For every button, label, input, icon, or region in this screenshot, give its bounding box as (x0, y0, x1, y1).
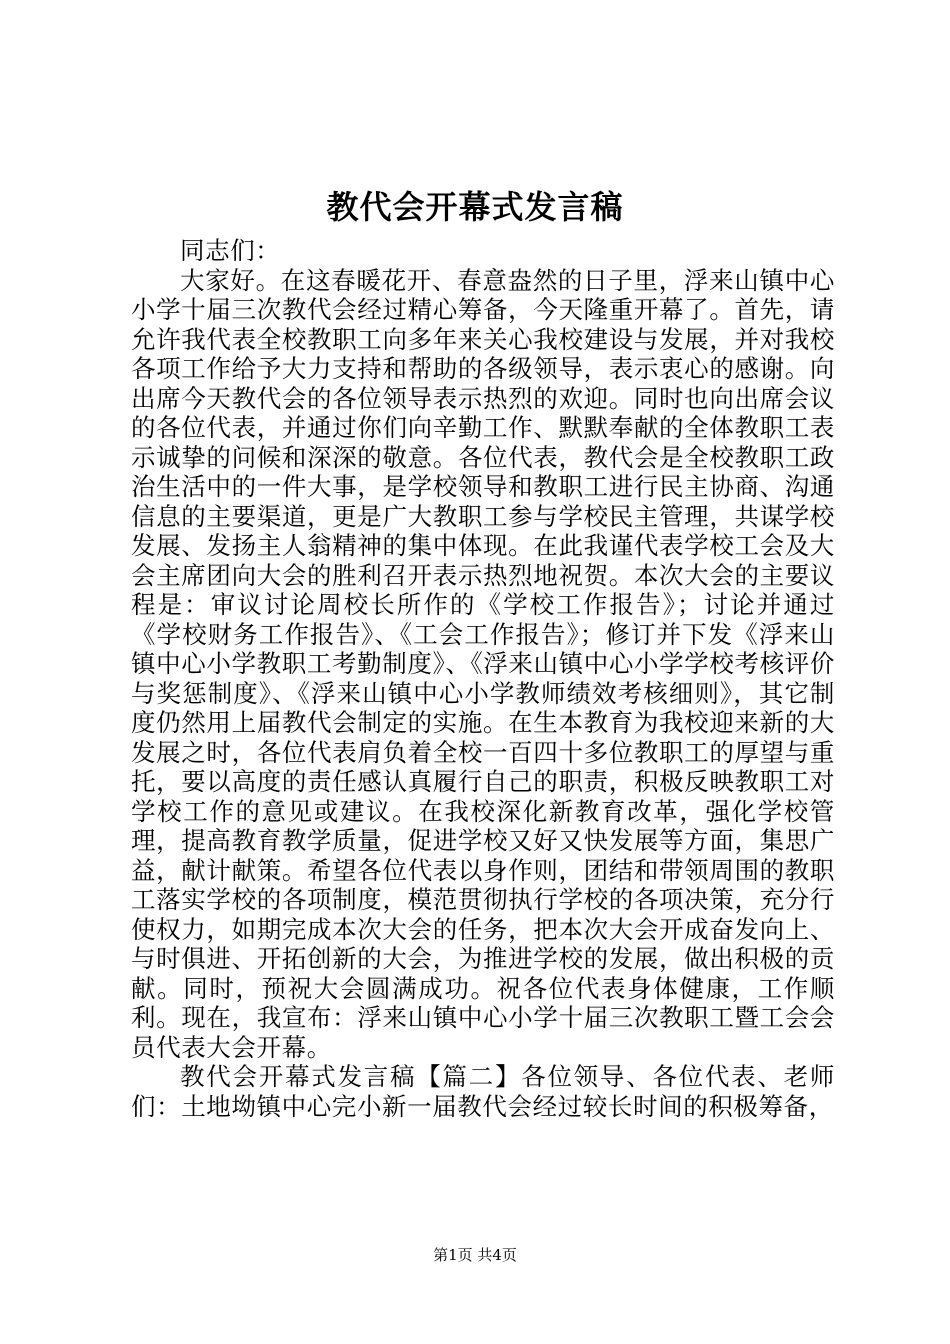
paragraph-second-speech: 教代会开幕式发言稿【篇二】各位领导、各位代表、老师们：土地坳镇中心完小新一届教代会经过较长时间的积极筹备， (131, 1062, 835, 1121)
document-body (131, 236, 835, 1121)
paragraph-main-speech: 大家好。在这春暖花开、春意盎然的日子里，浮来山镇中心小学十届三次教代会经过精心筹备，今天隆重开幕了。首先，请允许我代表全校教职工向多年来关心我校建设与发展，并对我校各项工作给予大力支持和帮助的各级领导，表示衷心的感谢。向出席今天教代会的各位领导表示热烈的欢迎。同时也向出席会议的各位代表，并通过你们向辛勤工作、默默奉献的全体教职工表示诚挚的问候和深深的敬意。各位代表，教代会是全校教职工政治生活中的一件大事，是学校领导和教职工进行民主协商、沟通信息的主要渠道，更是广大教职工参与学校民主管理，共谋学校发展、发扬主人翁精神的集中体现。在此我谨代表学校工会及大会主席团向大会的胜利召开表示热烈地祝贺。本次大会的主要议程是：审议讨论周校长所作的《学校工作报告》；讨论并通过《学校财务工作报告》、《工会工作报告》；修订并下发《浮来山镇中心小学教职工考勤制度》、《浮来山镇中心小学学校考核评价与奖惩制度》、《浮来山镇中心小学教师绩效考核细则》，其它制度仍然用上届教代会制定的实施。在生本教育为我校迎来新的大发展之时，各位代表肩负着全校一百四十多位教职工的厚望与重托，要以高度的责任感认真履行自己的职责，积极反映教职工对学校工作的意见或建议。在我校深化新教育改革，强化学校管理，提高教育教学质量，促进学校又好又快发展等方面，集思广益，献计献策。希望各位代表以身作则，团结和带领周围的教职工落实学校的各项制度，模范贯彻执行学校的各项决策，充分行使权力，如期完成本次大会的任务，把本次大会开成奋发向上、与时俱进、开拓创新的大会，为推进学校的发展，做出积极的贡献。同时，预祝大会圆满成功。祝各位代表身体健康，工作顺利。现在，我宣布：浮来山镇中心小学十届三次教职工暨工会会员代表大会开幕。 (131, 265, 835, 1062)
document-title: 教代会开幕式发言稿 (326, 188, 624, 226)
paragraph-salutation: 同志们： (180, 236, 281, 265)
page-number-footer: 第1页 共4页 (433, 1246, 517, 1264)
